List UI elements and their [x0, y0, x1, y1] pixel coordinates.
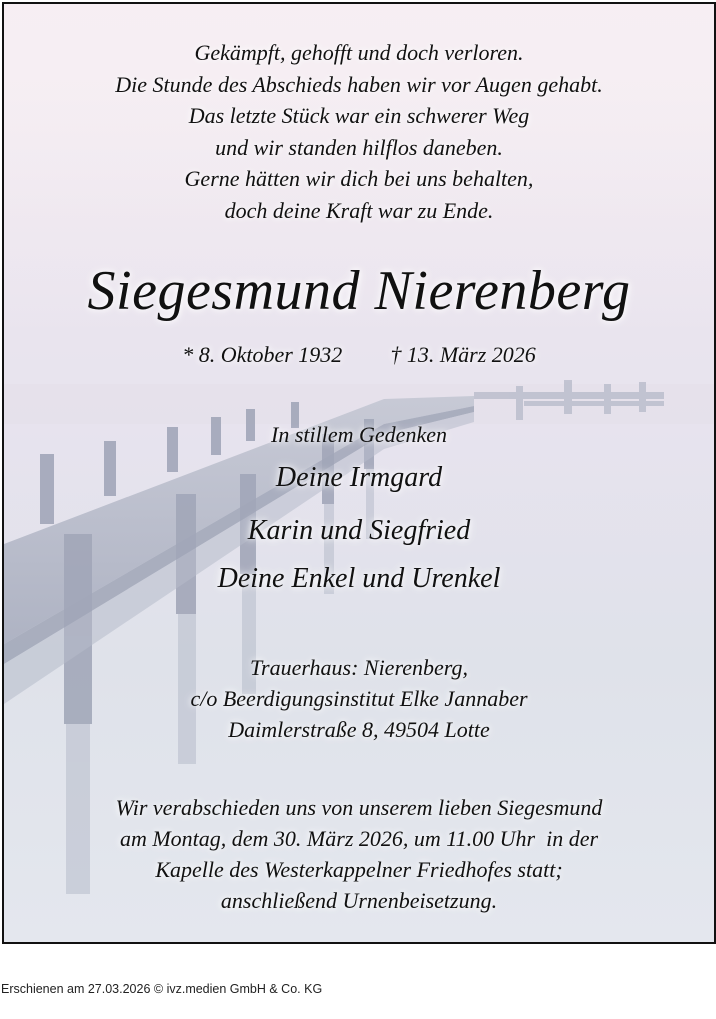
service-line: Kapelle des Westerkappelner Friedhofes statt; [155, 857, 563, 882]
life-dates [4, 340, 714, 370]
address-line: c/o Beerdigungsinstitut Elke Jannaber [190, 686, 528, 711]
obituary-notice [2, 2, 716, 944]
service-line: am Montag, dem 30. März 2026, um 11.00 Uhr in der [119, 826, 599, 851]
service-line: anschließend Urnenbeisetzung. [220, 888, 498, 913]
poem-line: Die Stunde des Abschieds haben wir vor Augen gehabt. [115, 71, 603, 97]
poem-line: Gekämpft, gehofft und doch verloren. [194, 40, 524, 65]
poem-line: und wir standen hilflos daneben. [215, 134, 503, 160]
address-line: Daimlerstraße 8, 49504 Lotte [228, 717, 490, 742]
poem-line: Gerne hätten wir dich bei uns behalten, [184, 166, 534, 191]
mourner-name: Deine Enkel und Urenkel [217, 563, 501, 594]
poem-line: doch deine Kraft war zu Ende. [224, 197, 494, 223]
funeral-service-details [4, 792, 714, 916]
mourner-name: Karin und Siegfried [247, 515, 471, 546]
deceased-name: Siegesmund Nierenberg [87, 260, 631, 322]
poem-line: Das letzte Stück war ein schwerer Weg [188, 103, 530, 128]
mourner-name: Deine Irmgard [275, 462, 443, 493]
publication-footer: Erschienen am 27.03.2026 © ivz.medien GmbH & Co. KG [1, 982, 323, 996]
birth-date: * 8. Oktober 1932 [182, 342, 343, 367]
poem [4, 37, 714, 226]
address-line: Trauerhaus: Nierenberg, [250, 655, 468, 680]
death-date: † 13. März 2026 [390, 342, 536, 367]
in-memory-label: In stillem Gedenken [271, 422, 447, 447]
service-line: Wir verabschieden uns von unserem lieben Siegesmund [115, 795, 603, 820]
mourning-house-address [4, 652, 714, 745]
